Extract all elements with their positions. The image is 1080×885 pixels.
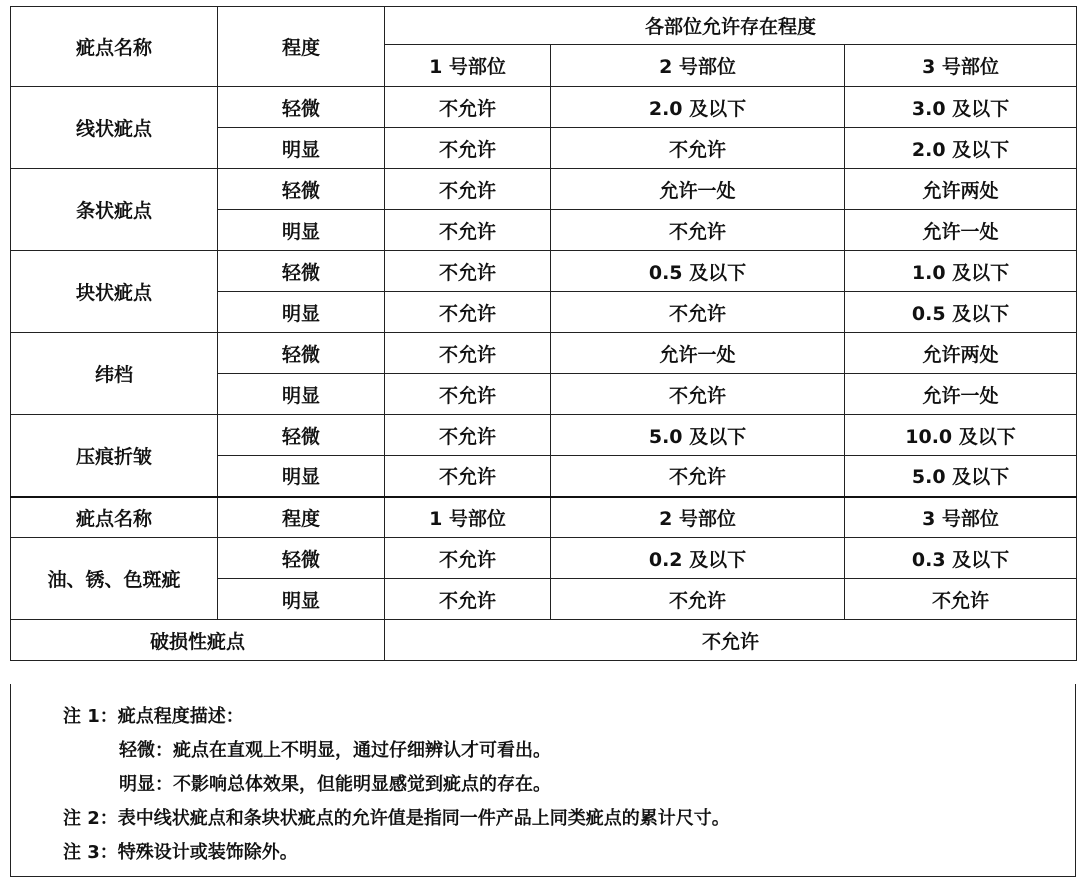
header-row-repeat <box>11 497 1077 538</box>
position-2-cell: 允许一处 <box>551 333 845 374</box>
degree-cell: 明显 <box>218 579 385 620</box>
position-3-cell: 0.3 及以下 <box>845 538 1077 579</box>
header-position-2: 2 号部位 <box>551 45 845 87</box>
header-row-1 <box>11 7 1077 45</box>
position-3-cell: 允许两处 <box>845 169 1077 210</box>
header-position-3: 3 号部位 <box>845 497 1077 538</box>
position-3-cell: 0.5 及以下 <box>845 292 1077 333</box>
position-2-cell: 不允许 <box>551 456 845 497</box>
position-1-cell: 不允许 <box>385 456 551 497</box>
position-3-cell: 允许一处 <box>845 374 1077 415</box>
degree-cell: 明显 <box>218 210 385 251</box>
degree-cell: 轻微 <box>218 415 385 456</box>
header-defect-name: 疵点名称 <box>11 7 218 87</box>
position-2-cell: 2.0 及以下 <box>551 87 845 128</box>
degree-cell: 轻微 <box>218 251 385 292</box>
position-1-cell: 不允许 <box>385 210 551 251</box>
position-1-cell: 不允许 <box>385 251 551 292</box>
position-1-cell: 不允许 <box>385 415 551 456</box>
note-3: 注 3：特殊设计或装饰除外。 <box>63 842 298 863</box>
degree-cell: 轻微 <box>218 87 385 128</box>
position-3-cell: 2.0 及以下 <box>845 128 1077 169</box>
table-row <box>11 538 1077 579</box>
table-row <box>11 169 1077 210</box>
position-3-cell: 允许一处 <box>845 210 1077 251</box>
position-1-cell: 不允许 <box>385 374 551 415</box>
defect-name-cell: 线状疵点 <box>11 87 218 169</box>
table-row <box>11 333 1077 374</box>
position-1-cell: 不允许 <box>385 128 551 169</box>
position-1-cell: 不允许 <box>385 333 551 374</box>
defect-name-cell: 条状疵点 <box>11 169 218 251</box>
defect-tolerance-table <box>10 6 1077 661</box>
position-2-cell: 不允许 <box>551 579 845 620</box>
table-row <box>11 620 1077 661</box>
damage-defect-value: 不允许 <box>385 620 1077 661</box>
position-2-cell: 允许一处 <box>551 169 845 210</box>
header-defect-name: 疵点名称 <box>11 497 218 538</box>
note-1-obvious: 明显：不影响总体效果，但能明显感觉到疵点的存在。 <box>119 774 551 795</box>
defect-name-cell: 压痕折皱 <box>11 415 218 497</box>
header-position-3: 3 号部位 <box>845 45 1077 87</box>
header-degree: 程度 <box>218 497 385 538</box>
position-3-cell: 10.0 及以下 <box>845 415 1077 456</box>
degree-cell: 明显 <box>218 128 385 169</box>
position-1-cell: 不允许 <box>385 87 551 128</box>
damage-defect-name: 破损性疵点 <box>11 620 385 661</box>
position-2-cell: 不允许 <box>551 374 845 415</box>
position-2-cell: 0.5 及以下 <box>551 251 845 292</box>
note-1-slight: 轻微：疵点在直观上不明显，通过仔细辨认才可看出。 <box>119 740 551 761</box>
degree-cell: 明显 <box>218 292 385 333</box>
position-2-cell: 不允许 <box>551 292 845 333</box>
defect-name-cell: 块状疵点 <box>11 251 218 333</box>
degree-cell: 明显 <box>218 374 385 415</box>
header-position-2: 2 号部位 <box>551 497 845 538</box>
table-row <box>11 87 1077 128</box>
position-3-cell: 不允许 <box>845 579 1077 620</box>
table-row <box>11 415 1077 456</box>
table-row <box>11 251 1077 292</box>
position-2-cell: 不允许 <box>551 210 845 251</box>
defect-name-cell: 油、锈、色斑疵 <box>11 538 218 620</box>
notes-section <box>10 684 1076 877</box>
position-3-cell: 1.0 及以下 <box>845 251 1077 292</box>
header-degree: 程度 <box>218 7 385 87</box>
position-1-cell: 不允许 <box>385 538 551 579</box>
degree-cell: 轻微 <box>218 169 385 210</box>
degree-cell: 明显 <box>218 456 385 497</box>
header-position-1: 1 号部位 <box>385 45 551 87</box>
position-3-cell: 3.0 及以下 <box>845 87 1077 128</box>
position-3-cell: 允许两处 <box>845 333 1077 374</box>
defect-name-cell: 纬档 <box>11 333 218 415</box>
position-1-cell: 不允许 <box>385 169 551 210</box>
header-span-title: 各部位允许存在程度 <box>385 7 1077 45</box>
note-2: 注 2：表中线状疵点和条块状疵点的允许值是指同一件产品上同类疵点的累计尺寸。 <box>63 808 730 829</box>
degree-cell: 轻微 <box>218 538 385 579</box>
degree-cell: 轻微 <box>218 333 385 374</box>
position-1-cell: 不允许 <box>385 579 551 620</box>
position-2-cell: 不允许 <box>551 128 845 169</box>
position-3-cell: 5.0 及以下 <box>845 456 1077 497</box>
position-1-cell: 不允许 <box>385 292 551 333</box>
position-2-cell: 0.2 及以下 <box>551 538 845 579</box>
note-1: 注 1：疵点程度描述： <box>63 706 244 727</box>
position-2-cell: 5.0 及以下 <box>551 415 845 456</box>
header-position-1: 1 号部位 <box>385 497 551 538</box>
